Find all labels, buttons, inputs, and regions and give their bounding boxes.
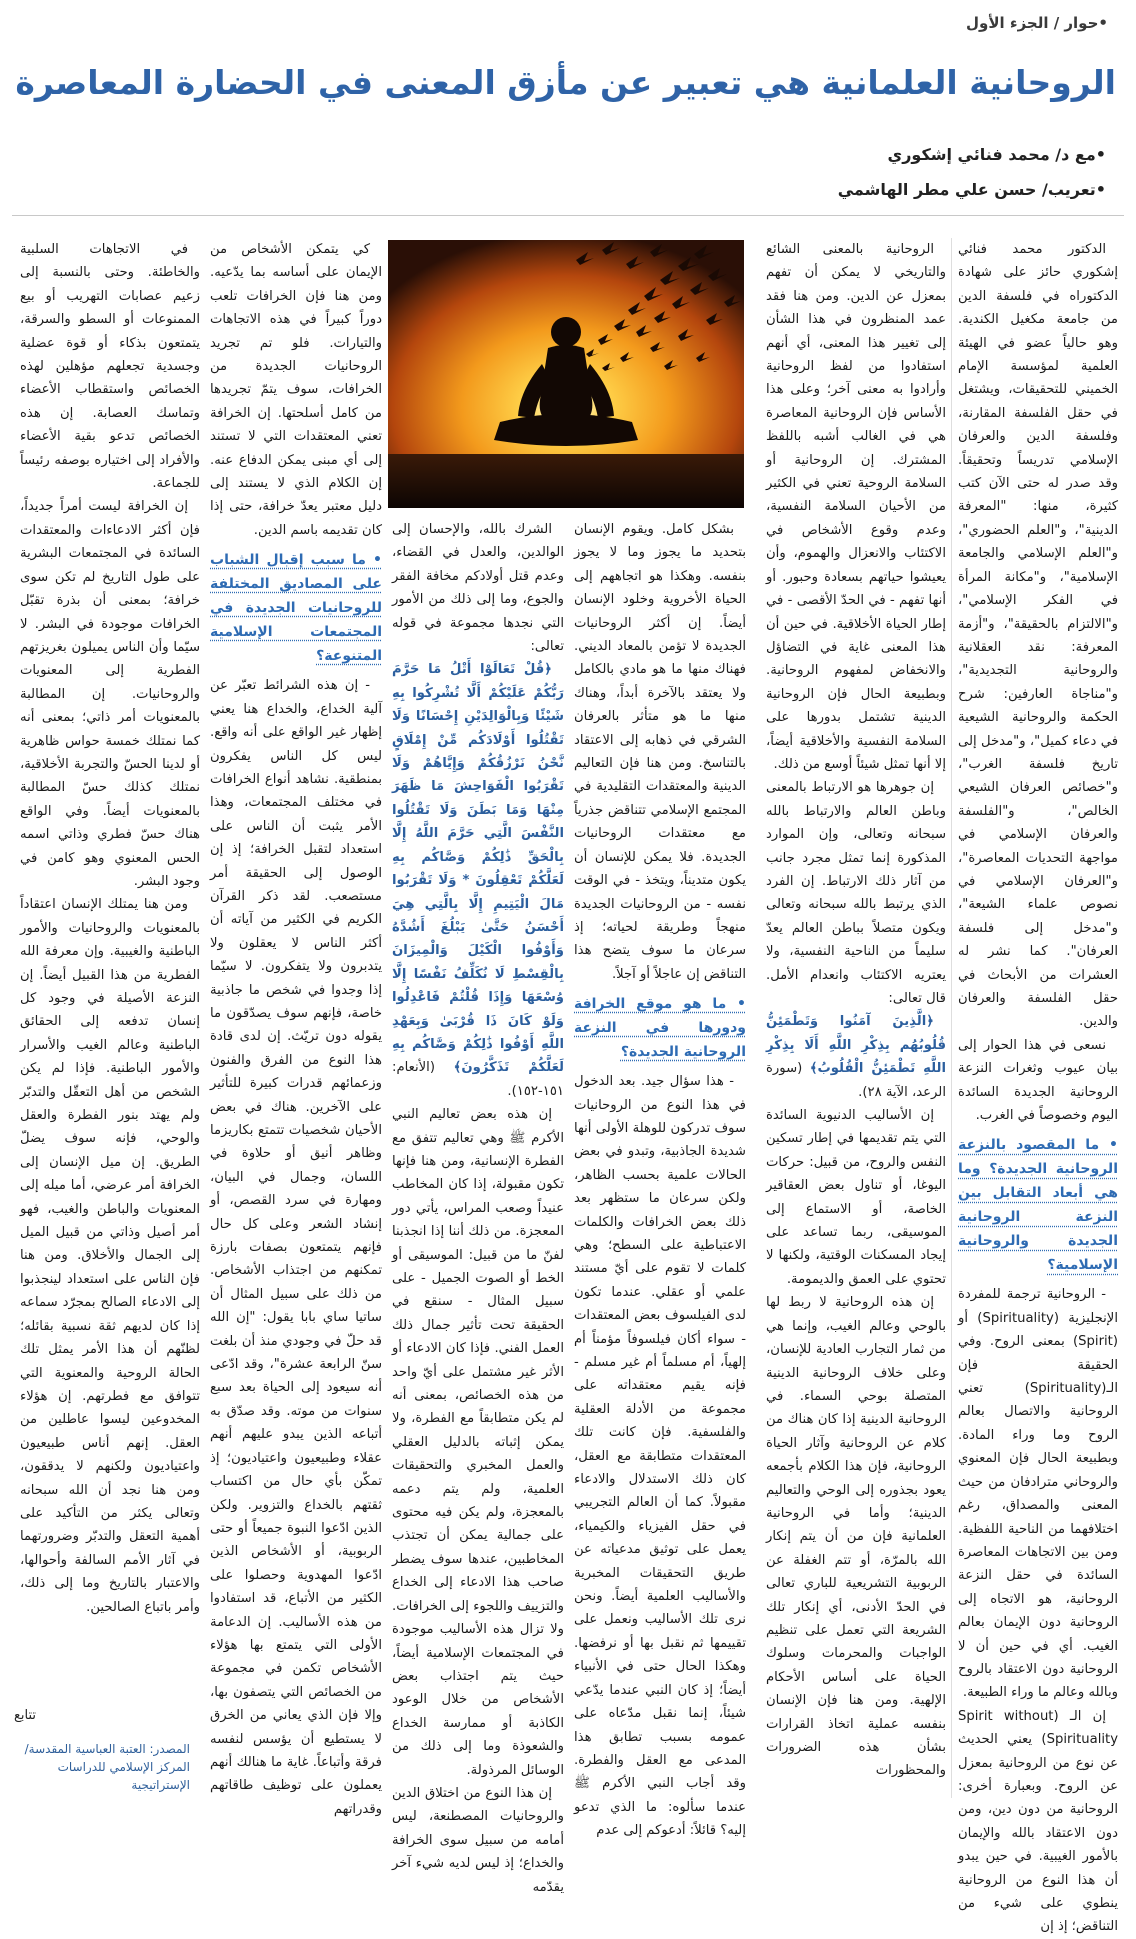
paragraph: إن الخرافة ليست أمراً جديداً، فإن أكثر الادعاءات والمعتقدات السائدة في المجتمعات البشرية على طول التاريخ لم تكن سوى خرافة؛ بمعنى أن بذرة تقبّل الخرافات موجودة في البشر. لا سيّما وأن الناس يميلون بغريزتهم الفطرية إلى المعنويات والروحانيات. إن المطالبة بالمعنويات أمر ذاتي؛ بمعنى أنه كما نمتلك خمسة حواس ظاهرية أو لدينا الحسّ والتجربة الأخلاقية، نمتلك كذلك حسّ المطالبة بالمعنويات أيضاً. وفي الواقع هناك حسّ فطري وذاتي اسمه الحس المعنوي وهو كامن في وجود البشر. xyxy=(20,499,200,889)
verse-reference: (الأنعام: ١٥١-١٥٢). xyxy=(392,1060,564,1099)
paragraph: كي يتمكن الأشخاص من الإيمان على أساسه بما يدّعيه. ومن هنا فإن الخرافات تلعب دوراً كبيراً في هذه الاتجاهات والتيارات. فلو تم تجريد الروحانيات الجديدة من الخرافات، سوف يتمّ تجريدها من كامل أسلحتها. إن الخرافة تعني المعتقدات التي لا تستند إلى أي مبنى يمكن الدفاع عنه. إن الكلام الذي لا يستند إلى دليل معتبر يعدّ خرافة، حتى إذا كان تقديمه باسم الدين. xyxy=(210,242,382,538)
paragraph: - هذا سؤال جيد. بعد الدخول في هذا النوع من الروحانيات سوف تدركون للوهلة الأولى أنها شديدة الجاذبية، وتبدو في بعض الحالات علمية بحسب الظاهر، ولكن سرعان ما ستظهر بعد ذلك بعض الخرافات والكلمات الاعتباطية على السطح؛ وهي كلمات لا تقوم على أيّ مستند علمي أو عقلي. عندما تكون لدى الفيلسوف بعض المعتقدات - سواء أكان فيلسوفاً مؤمناً أم إلهياً، أم مسلماً أم غير مسلم - فإنه يقيم معتقداته على مجموعة من الأدلة العقلية والفلسفية. فإن كانت تلك المعتقدات متطابقة مع العقل، كان ذلك الاستدلال والادعاء مقبولاً. كما أن العالم التجريبي في حقل الفيزياء والكيمياء، يعمل على توثيق مدعياته عن طريق التحقيقات المخبرية والأساليب العلمية أيضاً. ونحن نرى تلك الأساليب ونعمل على تقييمها ثم نقبل بها أو نرفضها. وهكذا الحال حتى في الأنبياء أيضاً؛ إذ كان النبي عندما يدّعي شيئاً، إنما نقبل مدّعاه على عمومه بسبب تطابق هذا المدعى مع العقل والفطرة. وقد أجاب النبي الأكرم ﷺ عندما سألوه: ما الذي تدعو إليه؟ قائلاً: أدعوكم إلى عدم xyxy=(574,1074,746,1839)
paragraph: إن هذه بعض تعاليم النبي الأكرم ﷺ وهي تعاليم تتفق مع الفطرة الإنسانية، ومن هنا فإنها تكون مقبولة، إذا كان المخاطب عنيداً وصعب المراس، يأتي دور المعجزة. من ذلك أننا إذا انجذبنا لفنّ ما من قبيل: الموسيقى أو الخط أو الصوت الجميل - على سبيل المثال - سنقع في الحقيقة تحت تأثير جمال ذلك العمل الفني. فإذا كان الادعاء أو الأثر غير مشتمل على أيّ واحد من هذه الخصائص، بمعنى أنه لم يكن متطابقاً مع الفطرة، ولا يمكن إثباته بالدليل العقلي والعمل المخبري والتحقيقات العلمية، ولم يتم دعمه بالمعجزة، ولم يكن فيه محتوى على جمالية يمكن أن تجتذب المخاطبين، عندها سوف يضطر صاحب هذا الادعاء إلى الخداع والتزييف واللجوء إلى الخرافات. ولا تزال هذه الأساليب موجودة في المجتمعات الإسلامية أيضاً، حيث يتم اجتذاب بعض الأشخاص من خلال الوعود الكاذبة أو ممارسة الخداع والشعوذة وما إلى ذلك من الوسائل المرذولة. xyxy=(392,1107,564,1778)
article-headline: الروحانية العلمانية هي تعبير عن مأزق المعنى في الحضارة المعاصرة xyxy=(15,63,1116,102)
paragraph: في الاتجاهات السلبية والخاطئة. وحتى بالنسبة إلى زعيم عصابات التهريب أو بيع الممنوعات أو السطو والسرقة، يتمتعون بذكاء أو قوة عضلية وجسدية تجعلهم مؤهلين لهذه الخصائص واستقطاب الأعضاء وتماسك العصابة. إن هذه الخصائص تدعو بقية الأعضاء والأفراد إلى اختياره بوصفه رئيساً للجماعة. xyxy=(20,242,200,492)
paragraph: - الروحانية ترجمة للمفردة الإنجليزية (Spirituality) أو (Spirit) بمعنى الروح. وفي الحقيقة فإن الـ(Spirituality) تعني الروحانية والاتصال بعالم الروح وما وراء المادة. وبطبيعة الحال فإن المعنوي والروحاني مترادفان من حيث المعنى والمصداق، رغم اختلافهما من الناحية اللفظية. ومن بين الاتجاهات المعاصرة السائدة في حقل النزعة الروحانية، هو الاتجاه إلى الروحانية دون الإيمان بعالم الغيب. أي في حين أن لا الروحانية دون الاعتقاد بالروح وبالله وعالم ما وراء الطبيعة. xyxy=(958,1287,1118,1701)
column-1 xyxy=(958,238,1118,1935)
column-6 xyxy=(20,238,200,1698)
column-4 xyxy=(392,518,564,1895)
meditation-photo xyxy=(388,240,744,508)
question-heading: • ما سبب إقبال الشباب على المصاديق المختلفة للروحانيات الجديدة في المجتمعات الإسلامية المتنوعة؟ xyxy=(210,552,382,665)
paragraph: إن الأساليب الدنيوية السائدة التي يتم تقديمها في إطار تسكين النفس والروح، من قبيل: حركات اليوغا، أو تناول بعض العقاقير الخاصة، أو الاستماع إلى الموسيقى، ربما تساعد على إيجاد المسكنات الوقتية، ولكنها لا تحتوي على العمق والديمومة. xyxy=(766,1108,946,1287)
quran-verse xyxy=(766,1010,946,1104)
paragraph: ومن هنا يمتلك الإنسان اعتقاداً بالمعنويات والروحانيات والأمور الباطنية والغيبية. وإن معرفة الله الفطرية من هذا القبيل أيضاً. إن النزعة الأصيلة في وجود كل إنسان تدفعه إلى الحقائق الباطنية وعالم الغيب والأسرار والأمور الباطنية. فإذا لم يكن الشخص من أهل التعقّل والتدبّر ولم يهتد بنور الفطرة والعقل والوحي، فإنه سوف يضلّ الطريق. إن ميل الإنسان إلى الخرافة أمر عرضي، أما ميله إلى المعنويات والباطن والغيب، فهو أمر أصيل وذاتي من قبيل الميل إلى الجمال والأخلاق. ومن هنا فإن الناس على استعداد لينجذبوا إلى الادعاء الصالح بمجرّد سماعه إذا كان لديهم ثقة نسبية بقائله؛ لظنّهم أن هذا الأمر يمثل تلك الحالة الروحية والمعنوية التي تتوافق مع فطرتهم. إن هؤلاء المخدوعين ليسوا عاطلين من العقل. إنهم أناس طبيعيون واعتياديون ولكنهم لا يدققون، ومن هنا نجد أن الله سبحانه وتعالى يكثر من التأكيد على أهمية التعقل والتدبّر وضرورتهما في آثار الأمم السالفة وأحوالها، والاعتبار بالتاريخ وما إلى ذلك، وأمر باتباع الصالحين. xyxy=(20,897,200,1615)
paragraph: نسعى في هذا الحوار إلى بيان عيوب وثغرات النزعة الروحانية الجديدة السائدة اليوم وخصوصاً في الغرب. xyxy=(958,1037,1118,1124)
verse-reference: (سورة الرعد، الآية ٢٨). xyxy=(766,1061,946,1100)
header-divider xyxy=(12,215,1124,216)
paragraph: إن هذا النوع من اختلاق الدين والروحانيات المصطنعة، ليس أمامه من سبيل سوى الخرافة والخداع؛ إذ ليس لديه شيء آخر يقدّمه xyxy=(392,1785,564,1895)
column-5 xyxy=(210,238,382,1817)
paragraph: إن هذه الروحانية لا ربط لها بالوحي وعالم الغيب، وإنما هي من ثمار التجارب العادية للإنسان، وعلى خلاف الروحانية الدينية المتصلة بوحي السماء. في الروحانية الدينية إذا كان هناك من كلام عن الروحانية وآثار الحياة الروحانية، فإن هذا الكلام بأجمعه يعود بجذوره إلى الوحي والتعاليم الدينية؛ وأما في الروحانية العلمانية فإن من أن يتم إنكار الله بالمرّة، أو تتم الغفلة عن الربوبية التشريعية للباري تعالى في الحدّ الأدنى، أي إنكار تلك الشريعة التي تعمل على تنظيم الواجبات والمحرمات وسلوك الحياة على أساس الأحكام الإلهية. ومن هنا فإن الإنسان بنفسه عملية اتخاذ القرارات بشأن هذه الضرورات والمحظورات xyxy=(766,1295,946,1779)
column-3 xyxy=(574,518,746,1839)
question-heading: • ما هو موقع الخرافة ودورها في النزعة الروحانية الجديدة؟ xyxy=(574,996,746,1061)
verse-text: ﴿الَّذِينَ آمَنُوا وَتَطْمَئِنُّ قُلُوبُهُم بِذِكْرِ اللَّهِ أَلَا بِذِكْرِ اللَّهِ تَطْمَئِنُّ الْقُلُوبُ﴾ xyxy=(766,1014,946,1077)
column-2 xyxy=(766,238,946,1798)
quran-verse xyxy=(392,658,564,1103)
paragraph: الدكتور محمد فنائي إشكوري حائز على شهادة الدكتوراه في فلسفة الدين من جامعة مكغيل الكندية. وهو حالياً عضو في الهيئة العلمية لمؤسسة الإمام الخميني للتحقيقات، ويشتغل في حقل الفلسفة المقارنة، وفلسفة الدين والعرفان الإسلامي تدريساً وتحقيقاً. وقد صدر له حتى الآن كتب كثيرة، منها: "المعرفة الدينية"، و"العلم الحضوري"، و"العلم الإسلامي والجامعة الإسلامية"، و"مكانة المرأة في الفكر الإسلامي"، و"الالتزام بالحقيقة"، و"أزمة المعرفة: نقد العقلانية والروحانية التجديدية"، و"مناجاة العارفين: شرح الحكمة والروحانية الشيعية في دعاء كميل"، و"مدخل إلى تاريخ فلسفة الغرب"، و"خصائص العرفان الشيعي الخالص"، و"الفلسفة والعرفان الإسلامي في مواجهة التحديات المعاصرة"، و"العرفان الإسلامي في نصوص علماء الشيعة"، و"مدخل إلى فلسفة العرفان". كما نشر له العشرات من الأبحاث في حقل الفلسفة والعرفان والدين. xyxy=(958,242,1118,1030)
byline-translation: •تعريب/ حسن علي مطر الهاشمي xyxy=(837,180,1106,199)
column-divider xyxy=(951,238,952,1798)
paragraph: الروحانية بالمعنى الشائع والتاريخي لا يمكن أن تفهم بمعزل عن الدين. ومن هنا فقد عمد المنظرون في هذا الشأن إلى تغيير هذا المعنى، أي أنهم استفادوا من لفظ الروحانية وأرادوا به معنى آخر؛ وعلى هذا الأساس فإن الروحانية المعاصرة هي في الغالب أشبه باللفظ المشترك. إن الروحانية أو السلامة الروحية تعني في الكثير من الأحيان السلامة النفسية، وعدم وقوع الأشخاص في الاكتئاب والانعزال والهموم، وأن يعيشوا حياتهم بسعادة وحبور. أو أنها تفهم - في الحدّ الأقصى - في إطار الحياة الأخلاقية. في حين أن هذا المعنى غاية في التضاؤل والانخفاض لمفهوم الروحانية. وبطبيعة الحال فإن الروحانية الدينية تشتمل بدورها على السلامة النفسية والأخلاقية أيضاً، إلا أنها تمثل شيئاً أوسع من ذلك. xyxy=(766,242,946,772)
byline-interview: •مع د/ محمد فنائي إشكوري xyxy=(887,145,1106,164)
paragraph: إن الـ (Spirit without Spirituality) يعني الحديث عن نوع من الروحانية بمعزل عن الروح. وبعبارة أخرى: الروحانية من دون دين، ومن دون الاعتقاد بالله والإيمان بالأمور الغيبية. في حين يبدو أن هذا النوع من الروحانية ينطوي على شيء من التناقض؛ إذ إن xyxy=(958,1708,1118,1935)
paragraph: إن جوهرها هو الارتباط بالمعنى وباطن العالم والارتباط بالله سبحانه وتعالى، وإن الموارد المذكورة إنما تمثل مجرد جانب من آثار ذلك الارتباط. إن الفرد الذي يرتبط بالله سبحانه وتعالى ويكون متصلاً بباطن العالم يعدّ سليماً من الناحية النفسية، ولا يعتريه الاكتئاب وانعدام الأمل. قال تعالى: xyxy=(766,780,946,1006)
continued-label: تتابع xyxy=(14,1708,37,1723)
section-label: •حوار / الجزء الأول xyxy=(966,14,1108,32)
paragraph: - إن هذه الشرائط تعبّر عن آلية الخداع، والخداع هنا يعني إظهار غير الواقع على أنه واقع. ليس كل الناس يفكرون بمنطقية. نشاهد أنواع الخرافات في مختلف المجتمعات، وهذا الأمر يثبت أن الناس على استعداد لتقبل الخرافة؛ إذ إن الوصول إلى الحقيقة أمر مستصعب. لقد ذكر القرآن الكريم في الكثير من آياته أن أكثر الناس لا يعقلون ولا يتدبرون ولا يتفكرون. لا سيّما إذا وجدوا في شخص ما جاذبية خاصة، فإنهم سوف يصدّقون ما يقوله دون تريّث. إن لدى قادة هذا النوع من الفرق والفنون وزعمائهم قدرات كبيرة للتأثير على الآخرين. هناك في بعض الأحيان شخصيات تتمتع بكاريزما وظاهر أنيق أو حلاوة في اللسان، وجمال في البيان، ومهارة في سرد القصص، أو إنشاد الشعر وعلى كل حال فإنهم يتمتعون بصفات بارزة تمكنهم من اجتذاب الأشخاص. من ذلك على سبيل المثال أن ساتيا ساي بابا يقول: "إن الله قد حلّ في وجودي منذ أن بلغت سنّ الرابعة عشرة"، وقد ادّعى أنه سيعود إلى الحياة بعد سبع سنوات من موته. وقد صدّق به أتباعه الذين يبدو عليهم أنهم عقلاء وطبيعيون واعتياديون؛ إذ تمكّن بأي حال من اكتساب ثقتهم بالخداع والتزوير. ولكن الذين ادّعوا النبوة جميعاً أو حتى الربوبية، أو الأشخاص الذين ادّعوا المهدوية وحصلوا على الكثير من الأتباع، قد استفادوا من هذه الأساليب. إن الدعامة الأولى التي يتمتع بها هؤلاء الأشخاص تكمن في مجموعة من الخصائص التي يتصفون بها، وإلا فإن الذي يعاني من الخرق لا يستطيع أن يؤسس لنفسه فرقة وأتباعاً. غاية ما هنالك أنهم يعملون على توظيف طاقاتهم وقدراتهم xyxy=(210,678,382,1817)
paragraph: بشكل كامل. ويقوم الإنسان بتحديد ما يجوز وما لا يجوز بنفسه. وهكذا هو اتجاههم إلى الحياة الأخروية وخلود الإنسان أيضاً. إن أكثر الروحانيات الجديدة لا تؤمن بالمعاد الديني. فهناك منها ما هو مادي بالكامل ولا يعتقد بالآخرة أبداً، وهناك منها ما هو متأثر بالعرفان الشرقي في ذهابه إلى الاعتقاد بالتناسخ. ومن هنا فإن التعاليم الدينية والمعتقدات التقليدية في المجتمع الإسلامي تتناقض جذرياً مع معتقدات الروحانيات الجديدة. فلا يمكن للإنسان أن يكون متديناً، ويتخذ - في الوقت نفسه - من الروحانيات الجديدة منهجاً وطريقة لحياته؛ إذ سرعان ما سوف يتضح هذا التناقض إن عاجلاً أو آجلاً. xyxy=(574,522,746,982)
source-credit: المصدر: العتبة العباسية المقدسة/المركز الإسلامي للدراسات الإستراتيجية xyxy=(24,1742,190,1792)
meditation-silhouette-icon xyxy=(388,240,744,508)
verse-text: ﴿قُلْ تَعَالَوْا أَتْلُ مَا حَرَّمَ رَبُّكُمْ عَلَيْكُمْ أَلَّا تُشْرِكُوا بِهِ شَيْئًا وَبِالْوَالِدَيْنِ إِحْسَانًا وَلَا تَقْتُلُوا أَوْلَادَكُم مِّنْ إِمْلَاقٍ نَّحْنُ نَرْزُقُكُمْ وَإِيَّاهُمْ وَلَا تَقْرَبُوا الْفَوَاحِشَ مَا ظَهَرَ مِنْهَا وَمَا بَطَنَ وَلَا تَقْتُلُوا النَّفْسَ الَّتِي حَرَّمَ اللَّهُ إِلَّا بِالْحَقِّ ذَٰلِكُمْ وَصَّاكُم بِهِ لَعَلَّكُمْ تَعْقِلُونَ * وَلَا تَقْرَبُوا مَالَ الْيَتِيمِ إِلَّا بِالَّتِي هِيَ أَحْسَنُ حَتَّىٰ يَبْلُغَ أَشُدَّهُ وَأَوْفُوا الْكَيْلَ وَالْمِيزَانَ بِالْقِسْطِ لَا نُكَلِّفُ نَفْسًا إِلَّا وُسْعَهَا وَإِذَا قُلْتُمْ فَاعْدِلُوا وَلَوْ كَانَ ذَا قُرْبَىٰ وَبِعَهْدِ اللَّهِ أَوْفُوا ذَٰلِكُمْ وَصَّاكُم بِهِ لَعَلَّكُمْ تَذَكَّرُونَ﴾ xyxy=(392,662,564,1076)
question-heading: • ما المقصود بالنزعة الروحانية الجديدة؟ وما هي أبعاد التقابل بين النزعة الروحانية الجديدة والروحانية الإسلامية؟ xyxy=(958,1137,1118,1274)
paragraph: الشرك بالله، والإحسان إلى الوالدين، والعدل في القضاء، وعدم قتل أولادكم مخافة الفقر والجوع، وما إلى ذلك من الأمور التي نجدها مجموعة في قوله تعالى: xyxy=(392,522,564,655)
